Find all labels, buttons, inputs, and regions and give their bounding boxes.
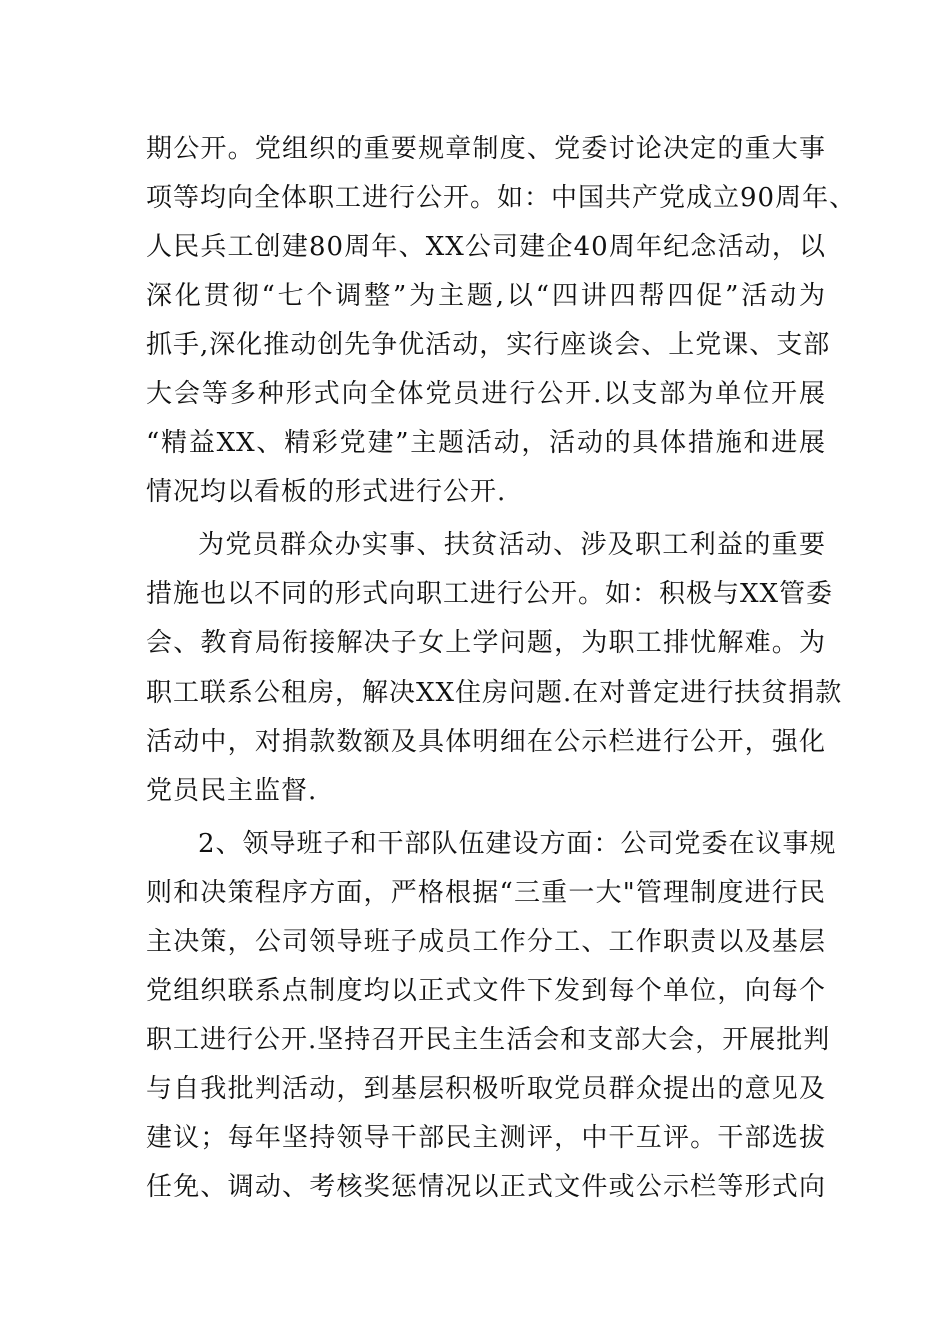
text-line: 则和决策程序方面，严格根据“三重一大"管理制度进行民 [146,878,826,908]
text-line: 人民兵工创建80周年、XX公司建企40周年纪念活动，以 [146,232,826,262]
text-line: 措施也以不同的形式向职工进行公开。如：积极与XX管委 [146,579,834,609]
text-line: 大会等多种形式向全体党员进行公开.以支部为单位开展 [146,379,826,409]
text-line: 深化贯彻“七个调整”为主题,以“四讲四帮四促”活动为 [146,281,826,311]
text-line: 活动中，对捐款数额及具体明细在公示栏进行公开，强化 [146,727,826,757]
text-line: “精益XX、精彩党建”主题活动，活动的具体措施和进展 [146,428,826,458]
text-line: 党员民主监督. [146,776,318,806]
text-line: 与自我批判活动，到基层积极听取党员群众提出的意见及 [146,1074,826,1104]
text-line: 建议；每年坚持领导干部民主测评，中干互评。干部选拔 [146,1123,826,1153]
text-line: 会、教育局衔接解决子女上学问题，为职工排忧解难。为 [146,628,826,658]
text-line: 情况均以看板的形式进行公开. [146,477,507,507]
text-line: 任免、调动、考核奖惩情况以正式文件或公示栏等形式向 [146,1172,826,1202]
text-line: 职工进行公开.坚持召开民主生活会和支部大会，开展批判 [146,1025,831,1055]
text-line: 抓手,深化推动创先争优活动，实行座谈会、上党课、支部 [146,330,831,360]
text-line: 期公开。党组织的重要规章制度、党委讨论决定的重大事 [146,134,826,164]
text-line: 为党员群众办实事、扶贫活动、涉及职工利益的重要 [198,530,826,560]
text-line: 职工联系公租房，解决XX住房问题.在对普定进行扶贫捐款 [146,678,843,708]
text-line: 主决策，公司领导班子成员工作分工、工作职责以及基层 [146,927,826,957]
text-line: 党组织联系点制度均以正式文件下发到每个单位，向每个 [146,976,826,1006]
text-line: 项等均向全体职工进行公开。如：中国共产党成立90周年、 [146,183,857,213]
text-line: 2、领导班子和干部队伍建设方面：公司党委在议事规 [198,829,837,859]
